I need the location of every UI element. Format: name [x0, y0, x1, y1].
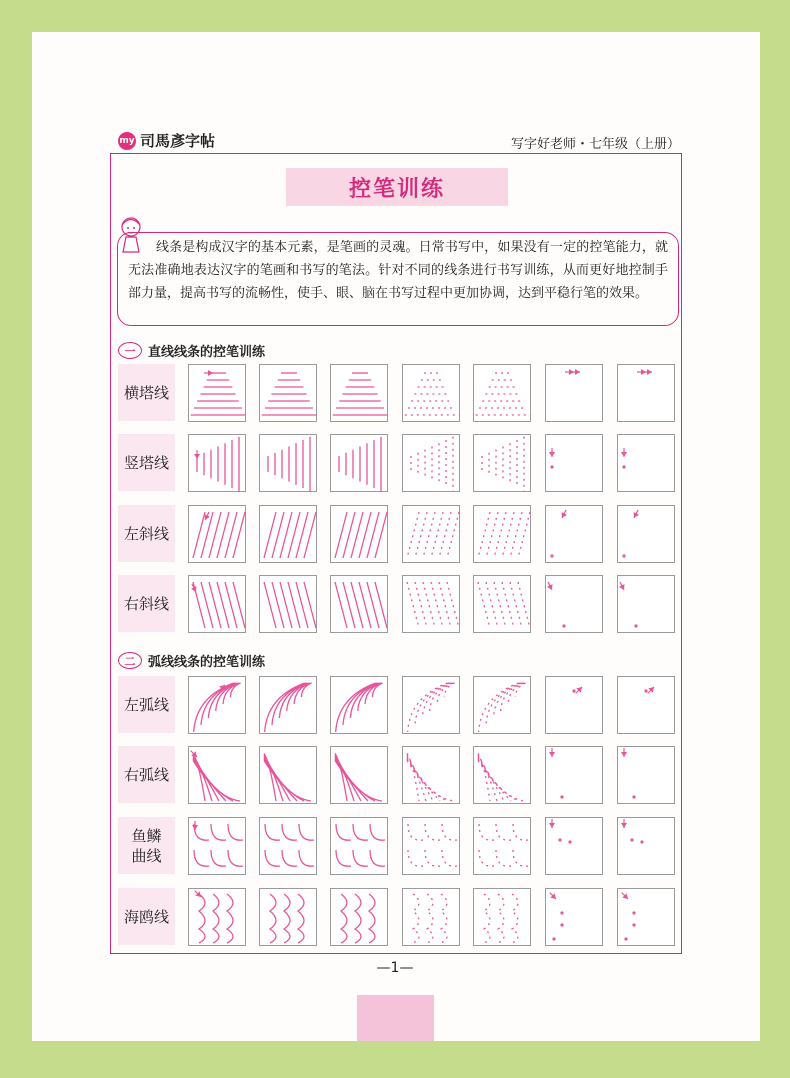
practice-cell-fish-scale — [473, 817, 531, 875]
practice-cell-vertical — [545, 434, 603, 492]
practice-cell-vertical — [402, 434, 460, 492]
practice-cell-left-arc — [188, 676, 246, 734]
practice-cell-right-arc — [545, 746, 603, 804]
row-label: 横塔线 — [118, 364, 175, 421]
row-label: 竖塔线 — [118, 434, 175, 491]
practice-cell-left-arc — [473, 676, 531, 734]
page-number: —1— — [376, 960, 414, 976]
row-label: 海鸥线 — [118, 888, 175, 945]
section-number: 二 — [118, 652, 142, 669]
row-label: 右弧线 — [118, 746, 175, 803]
section-number: 一 — [118, 342, 142, 359]
practice-cell-right-arc — [188, 746, 246, 804]
practice-cell-right-diag — [473, 575, 531, 633]
practice-cell-right-arc — [402, 746, 460, 804]
practice-cell-seagull — [330, 888, 388, 946]
practice-cell-fish-scale — [188, 817, 246, 875]
practice-cell-left-diag — [259, 505, 317, 563]
practice-cell-horizontal — [473, 364, 531, 422]
practice-cell-fish-scale — [402, 817, 460, 875]
section-title: 弧线线条的控笔训练 — [148, 655, 266, 670]
practice-cell-right-diag — [188, 575, 246, 633]
practice-cell-left-diag — [545, 505, 603, 563]
practice-cell-right-diag — [402, 575, 460, 633]
section-arc-lines — [118, 651, 265, 670]
practice-cell-horizontal — [545, 364, 603, 422]
practice-cell-left-diag — [473, 505, 531, 563]
section-title: 直线线条的控笔训练 — [148, 345, 266, 360]
practice-cell-right-arc — [473, 746, 531, 804]
practice-cell-horizontal — [259, 364, 317, 422]
practice-cell-seagull — [402, 888, 460, 946]
page-tab — [357, 995, 434, 1041]
practice-cell-fish-scale — [617, 817, 675, 875]
practice-cell-left-arc — [402, 676, 460, 734]
row-label: 左斜线 — [118, 505, 175, 562]
practice-cell-seagull — [617, 888, 675, 946]
practice-cell-seagull — [473, 888, 531, 946]
section-straight-lines — [118, 341, 265, 360]
practice-cell-seagull — [545, 888, 603, 946]
practice-cell-seagull — [259, 888, 317, 946]
practice-cell-left-diag — [188, 505, 246, 563]
page-title: 控笔训练 — [286, 168, 508, 206]
practice-cell-fish-scale — [330, 817, 388, 875]
practice-cell-left-arc — [330, 676, 388, 734]
practice-cell-right-arc — [617, 746, 675, 804]
practice-cell-right-diag — [330, 575, 388, 633]
practice-cell-right-diag — [545, 575, 603, 633]
practice-cell-left-diag — [617, 505, 675, 563]
row-label: 右斜线 — [118, 575, 175, 632]
practice-cell-seagull — [188, 888, 246, 946]
practice-cell-left-diag — [402, 505, 460, 563]
practice-cell-left-diag — [330, 505, 388, 563]
row-label: 鱼鳞 曲线 — [118, 817, 175, 874]
practice-cell-vertical — [330, 434, 388, 492]
practice-cell-vertical — [473, 434, 531, 492]
practice-cell-vertical — [259, 434, 317, 492]
intro-text: 线条是构成汉字的基本元素，是笔画的灵魂。日常书写中，如果没有一定的控笔能力，就无法准确地表达汉字的笔画和书写的笔法。针对不同的线条进行书写训练，从而更好地控制手部力量，提高书写的流畅性，使手、眼、脑在书写过程中更加协调，达到平稳行笔的效果。 — [117, 232, 679, 326]
practice-cell-right-diag — [617, 575, 675, 633]
practice-cell-fish-scale — [259, 817, 317, 875]
practice-cell-right-diag — [259, 575, 317, 633]
brand-name: 司馬彥字帖 — [140, 132, 216, 150]
practice-cell-fish-scale — [545, 817, 603, 875]
brand-logo: my — [118, 132, 136, 150]
book-title: 写字好老师・七年级（上册） — [510, 137, 680, 152]
practice-cell-right-arc — [259, 746, 317, 804]
row-label: 左弧线 — [118, 676, 175, 733]
practice-cell-left-arc — [259, 676, 317, 734]
practice-cell-right-arc — [330, 746, 388, 804]
practice-cell-horizontal — [188, 364, 246, 422]
practice-cell-vertical — [617, 434, 675, 492]
practice-cell-left-arc — [545, 676, 603, 734]
practice-cell-horizontal — [330, 364, 388, 422]
practice-cell-vertical — [188, 434, 246, 492]
practice-cell-horizontal — [402, 364, 460, 422]
practice-cell-horizontal — [617, 364, 675, 422]
brand — [118, 130, 215, 151]
practice-cell-left-arc — [617, 676, 675, 734]
